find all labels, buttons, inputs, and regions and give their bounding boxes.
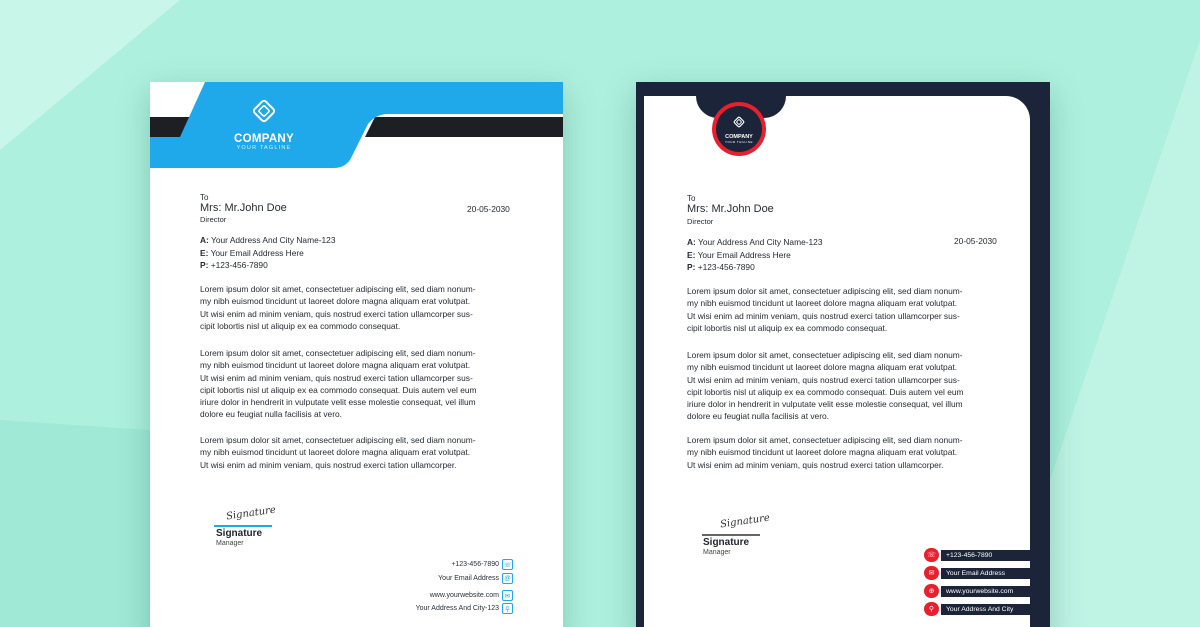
location-icon: ⚲	[502, 603, 513, 614]
contact-email: ✉ Your Email Address	[924, 566, 1050, 580]
right-letterhead	[636, 82, 1050, 627]
body-paragraph: Lorem ipsum dolor sit amet, consectetuer adipiscing elit, sed diam nonum- my nibh euismod tincidunt ut laoreet dolore magna aliquam erat volutpat. Ut wisi enim ad minim veniam, quis nostrud exerci tation ullamcorper.	[200, 435, 476, 470]
signature-script: Signature	[719, 512, 771, 531]
left-header-shape	[150, 82, 563, 172]
address-line: A: Your Address And City Name-123	[200, 235, 336, 245]
phone-line: P: +123-456-7890	[200, 260, 268, 270]
recipient-title: Director	[200, 215, 227, 224]
signature-name: Signature	[703, 537, 750, 548]
company-tagline: YOUR TAGLINE	[724, 140, 754, 144]
letter-date: 20-05-2030	[467, 204, 510, 214]
recipient-name: Mrs: Mr.John Doe	[200, 202, 287, 214]
contact-email: Your Email Address @	[438, 573, 513, 584]
email-line: E: Your Email Address Here	[687, 249, 791, 260]
diamond-logo-icon	[732, 115, 746, 129]
signature-role: Manager	[703, 549, 731, 556]
web-icon: ⊕	[924, 584, 939, 598]
letter-date: 20-05-2030	[954, 236, 997, 246]
email-line: E: Your Email Address Here	[200, 247, 304, 258]
recipient-title: Director	[687, 217, 714, 226]
phone-icon: ☏	[924, 548, 939, 562]
body-paragraph: Lorem ipsum dolor sit amet, consectetuer adipiscing elit, sed diam nonum- my nibh euismod tincidunt ut laoreet dolore magna aliquam erat volutpat. Ut wisi enim ad minim veniam, quis nostrud exerci tation ullamcorper sus- cipit lobortis nisl ut aliquip ex ea commodo consequat.	[687, 286, 963, 333]
company-logo	[712, 102, 766, 156]
contact-website: www.yourwebsite.com ✉	[430, 590, 513, 601]
body-paragraph: Lorem ipsum dolor sit amet, consectetuer adipiscing elit, sed diam nonum- my nibh euismod tincidunt ut laoreet dolore magna aliquam erat volutpat. Ut wisi enim ad minim veniam, quis nostrud exerci tation ullamcorper sus- cipit lobortis nisl ut aliquip ex ea commodo consequat. Duis autem vel eum iriure dolor in hendrerit in vulputate velit esse molestie consequat, vel illum dolore eu feugiat nulla facilisis at vero.	[687, 350, 964, 422]
company-tagline: YOUR TAGLINE	[236, 145, 292, 151]
contact-phone: +123-456-7890 ☏	[451, 561, 512, 569]
company-logo	[230, 96, 298, 151]
signature-script: Signature	[225, 504, 277, 523]
address-line: A: Your Address And City Name-123	[687, 237, 823, 247]
body-paragraph: Lorem ipsum dolor sit amet, consectetuer adipiscing elit, sed diam nonum- my nibh euismod tincidunt ut laoreet dolore magna aliquam erat volutpat. Ut wisi enim ad minim veniam, quis nostrud exerci tation ullamcorper sus- cipit lobortis nisl ut aliquip ex ea commodo consequat. Duis autem vel eum iriure dolor in hendrerit in vulputate velit esse molestie consequat, vel illum dolore eu feugiat nulla facilisis at vero.	[200, 348, 477, 420]
to-label: To	[687, 194, 696, 203]
location-icon: ⚲	[924, 602, 939, 616]
phone-icon: ☏	[502, 559, 513, 570]
contact-address: ⚲ Your Address And City	[924, 602, 1050, 616]
diamond-logo-icon	[249, 96, 279, 126]
company-name: COMPANY	[233, 133, 295, 145]
signature-line	[702, 534, 760, 536]
email-icon: @	[502, 573, 513, 584]
phone-line: P: +123-456-7890	[687, 262, 755, 272]
web-icon: ✉	[502, 590, 513, 601]
to-label: To	[200, 193, 209, 202]
company-name: COMPANY	[725, 134, 753, 140]
body-paragraph: Lorem ipsum dolor sit amet, consectetuer adipiscing elit, sed diam nonum- my nibh euismod tincidunt ut laoreet dolore magna aliquam erat volutpat. Ut wisi enim ad minim veniam, quis nostrud exerci tation ullamcorper sus- cipit lobortis nisl ut aliquip ex ea commodo consequat.	[200, 284, 476, 331]
signature-line	[214, 525, 272, 527]
recipient-name: Mrs: Mr.John Doe	[687, 203, 774, 215]
contact-phone: ☏ +123-456-7890	[924, 548, 1050, 562]
contact-address: Your Address And City-123 ⚲	[416, 603, 513, 614]
body-paragraph: Lorem ipsum dolor sit amet, consectetuer adipiscing elit, sed diam nonum- my nibh euismod tincidunt ut laoreet dolore magna aliquam erat volutpat. Ut wisi enim ad minim veniam, quis nostrud exerci tation ullamcorper.	[687, 435, 963, 470]
email-icon: ✉	[924, 566, 939, 580]
contact-website: ⊕ www.yourwebsite.com	[924, 584, 1050, 598]
signature-name: Signature	[216, 528, 263, 539]
left-letterhead	[150, 82, 563, 627]
signature-role: Manager	[216, 540, 244, 547]
